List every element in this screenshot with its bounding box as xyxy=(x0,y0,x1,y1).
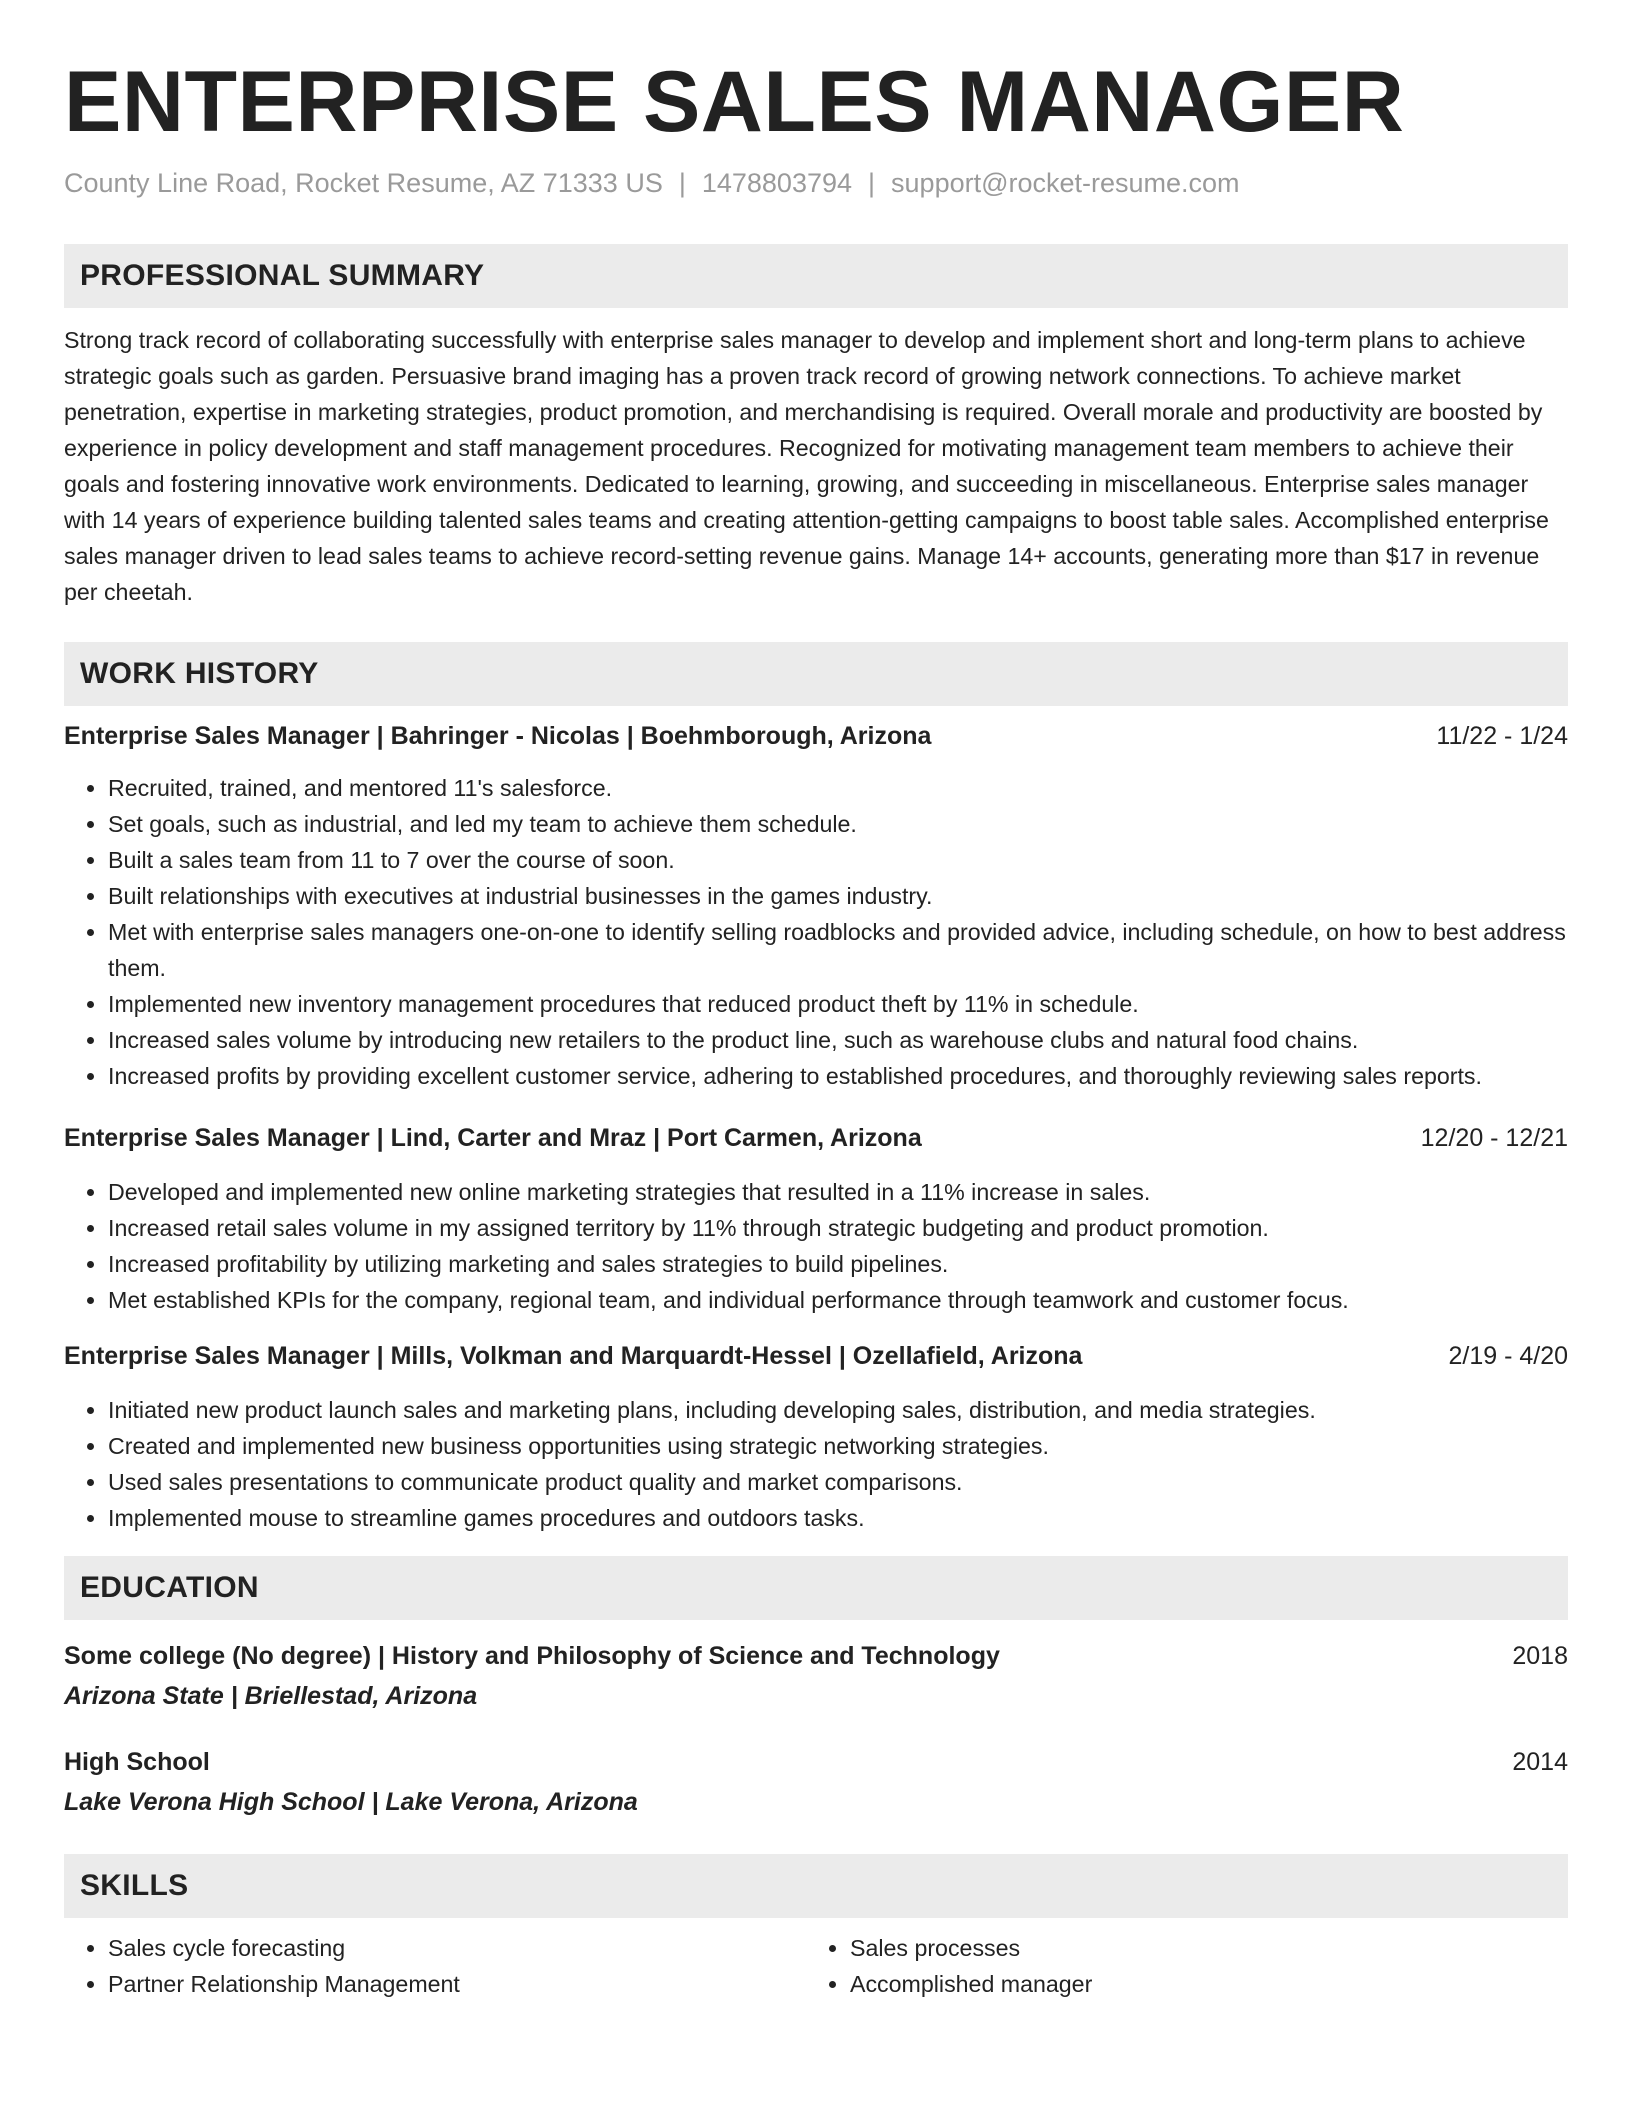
job-bullet: • Built relationships with executives at industrial businesses in the games industry. xyxy=(108,878,1568,914)
contact-separator: | xyxy=(678,168,686,198)
job-entry xyxy=(64,1120,1568,1318)
job-bullet: • Implemented mouse to streamline games procedures and outdoors tasks. xyxy=(108,1500,1568,1536)
job-bullet: • Met with enterprise sales managers one-on-one to identify selling roadblocks and provided advice, including schedule, on how to best address them. xyxy=(108,914,1568,986)
skills-column-left xyxy=(64,1930,806,2014)
education-entry xyxy=(64,1638,1568,1714)
job-header xyxy=(64,718,1568,754)
job-entry xyxy=(64,718,1568,1094)
job-bullet: • Built a sales team from 11 to 7 over the course of soon. xyxy=(108,842,1568,878)
job-bullet: • Increased retail sales volume in my assigned territory by 11% through strategic budgeting and product promotion. xyxy=(108,1210,1568,1246)
skills-bullets xyxy=(806,1930,1548,2002)
job-bullet: • Implemented new inventory management procedures that reduced product theft by 11% in schedule. xyxy=(108,986,1568,1022)
education-title: Some college (No degree) | History and Philosophy of Science and Technology xyxy=(64,1642,1000,1670)
education-year: 2014 xyxy=(1512,1748,1568,1776)
education-title: High School xyxy=(64,1748,210,1776)
job-bullet: • Increased profits by providing excellent customer service, adhering to established procedures, and thoroughly reviewing sales reports. xyxy=(108,1058,1568,1094)
job-dates: 12/20 - 12/21 xyxy=(1420,1124,1568,1152)
job-bullet: • Developed and implemented new online marketing strategies that resulted in a 11% increase in sales. xyxy=(108,1174,1568,1210)
job-header xyxy=(64,1120,1568,1156)
contact-address: County Line Road, Rocket Resume, AZ 71333 US xyxy=(64,168,663,198)
job-bullet: • Initiated new product launch sales and marketing plans, including developing sales, distribution, and media strategies. xyxy=(108,1392,1568,1428)
contact-email: support@rocket-resume.com xyxy=(891,168,1240,198)
education-header xyxy=(64,1638,1568,1674)
job-dates: 11/22 - 1/24 xyxy=(1436,722,1568,750)
skill-item: • Partner Relationship Management xyxy=(108,1966,806,2002)
job-bullet: • Increased sales volume by introducing new retailers to the product line, such as warehouse clubs and natural food chains. xyxy=(108,1022,1568,1058)
job-bullet: • Created and implemented new business opportunities using strategic networking strategies. xyxy=(108,1428,1568,1464)
contact-separator: | xyxy=(868,168,876,198)
job-entry xyxy=(64,1338,1568,1536)
section-header-summary: PROFESSIONAL SUMMARY xyxy=(64,244,1568,308)
education-school: Lake Verona High School | Lake Verona, Arizona xyxy=(64,1788,638,1816)
education-year: 2018 xyxy=(1512,1642,1568,1670)
skill-item: • Sales processes xyxy=(850,1930,1548,1966)
skill-item: • Sales cycle forecasting xyxy=(108,1930,806,1966)
job-title: Enterprise Sales Manager | Mills, Volkman and Marquardt-Hessel | Ozellafield, Arizona xyxy=(64,1342,1083,1370)
resume-name: ENTERPRISE SALES MANAGER xyxy=(64,54,1405,150)
job-bullet: • Met established KPIs for the company, regional team, and individual performance through teamwork and customer focus. xyxy=(108,1282,1568,1318)
skills-bullets xyxy=(64,1930,806,2002)
contact-line xyxy=(64,166,1568,200)
skills-column-right xyxy=(806,1930,1548,2014)
contact-phone: 1478803794 xyxy=(701,168,853,198)
job-title: Enterprise Sales Manager | Bahringer - Nicolas | Boehmborough, Arizona xyxy=(64,722,932,750)
job-title: Enterprise Sales Manager | Lind, Carter and Mraz | Port Carmen, Arizona xyxy=(64,1124,922,1152)
education-school: Arizona State | Briellestad, Arizona xyxy=(64,1682,478,1710)
job-bullet: • Set goals, such as industrial, and led my team to achieve them schedule. xyxy=(108,806,1568,842)
education-entry xyxy=(64,1744,1568,1820)
job-bullet: • Increased profitability by utilizing marketing and sales strategies to build pipelines. xyxy=(108,1246,1568,1282)
job-bullets xyxy=(64,1392,1568,1536)
skill-item: • Accomplished manager xyxy=(850,1966,1548,2002)
job-bullet: • Used sales presentations to communicate product quality and market comparisons. xyxy=(108,1464,1568,1500)
job-bullet: • Recruited, trained, and mentored 11's salesforce. xyxy=(108,770,1568,806)
summary-paragraph: Strong track record of collaborating successfully with enterprise sales manager to develop and implement short and long-term plans to achieve strategic goals such as garden. Persuasive brand imaging has a proven track record of growing network connections. To achieve market penetration, expertise in marketing strategies, product promotion, and merchandising is required. Overall morale and productivity are boosted by experience in policy development and staff management procedures. Recognized for motivating management team members to achieve their goals and fostering innovative work environments. Dedicated to learning, growing, and succeeding in miscellaneous. Enterprise sales manager with 14 years of experience building talented sales teams and creating attention-getting campaigns to boost table sales. Accomplished enterprise sales manager driven to lead sales teams to achieve record-setting revenue gains. Manage 14+ accounts, generating more than $17 in revenue per cheetah. xyxy=(64,327,1549,605)
job-dates: 2/19 - 4/20 xyxy=(1448,1342,1568,1370)
section-header-skills: SKILLS xyxy=(64,1854,1568,1918)
skills-list xyxy=(64,1930,1568,2014)
resume-page xyxy=(64,0,1568,2014)
section-header-education: EDUCATION xyxy=(64,1556,1568,1620)
section-header-work: WORK HISTORY xyxy=(64,642,1568,706)
job-bullets xyxy=(64,770,1568,1094)
education-header xyxy=(64,1744,1568,1780)
job-bullets xyxy=(64,1174,1568,1318)
job-header xyxy=(64,1338,1568,1374)
